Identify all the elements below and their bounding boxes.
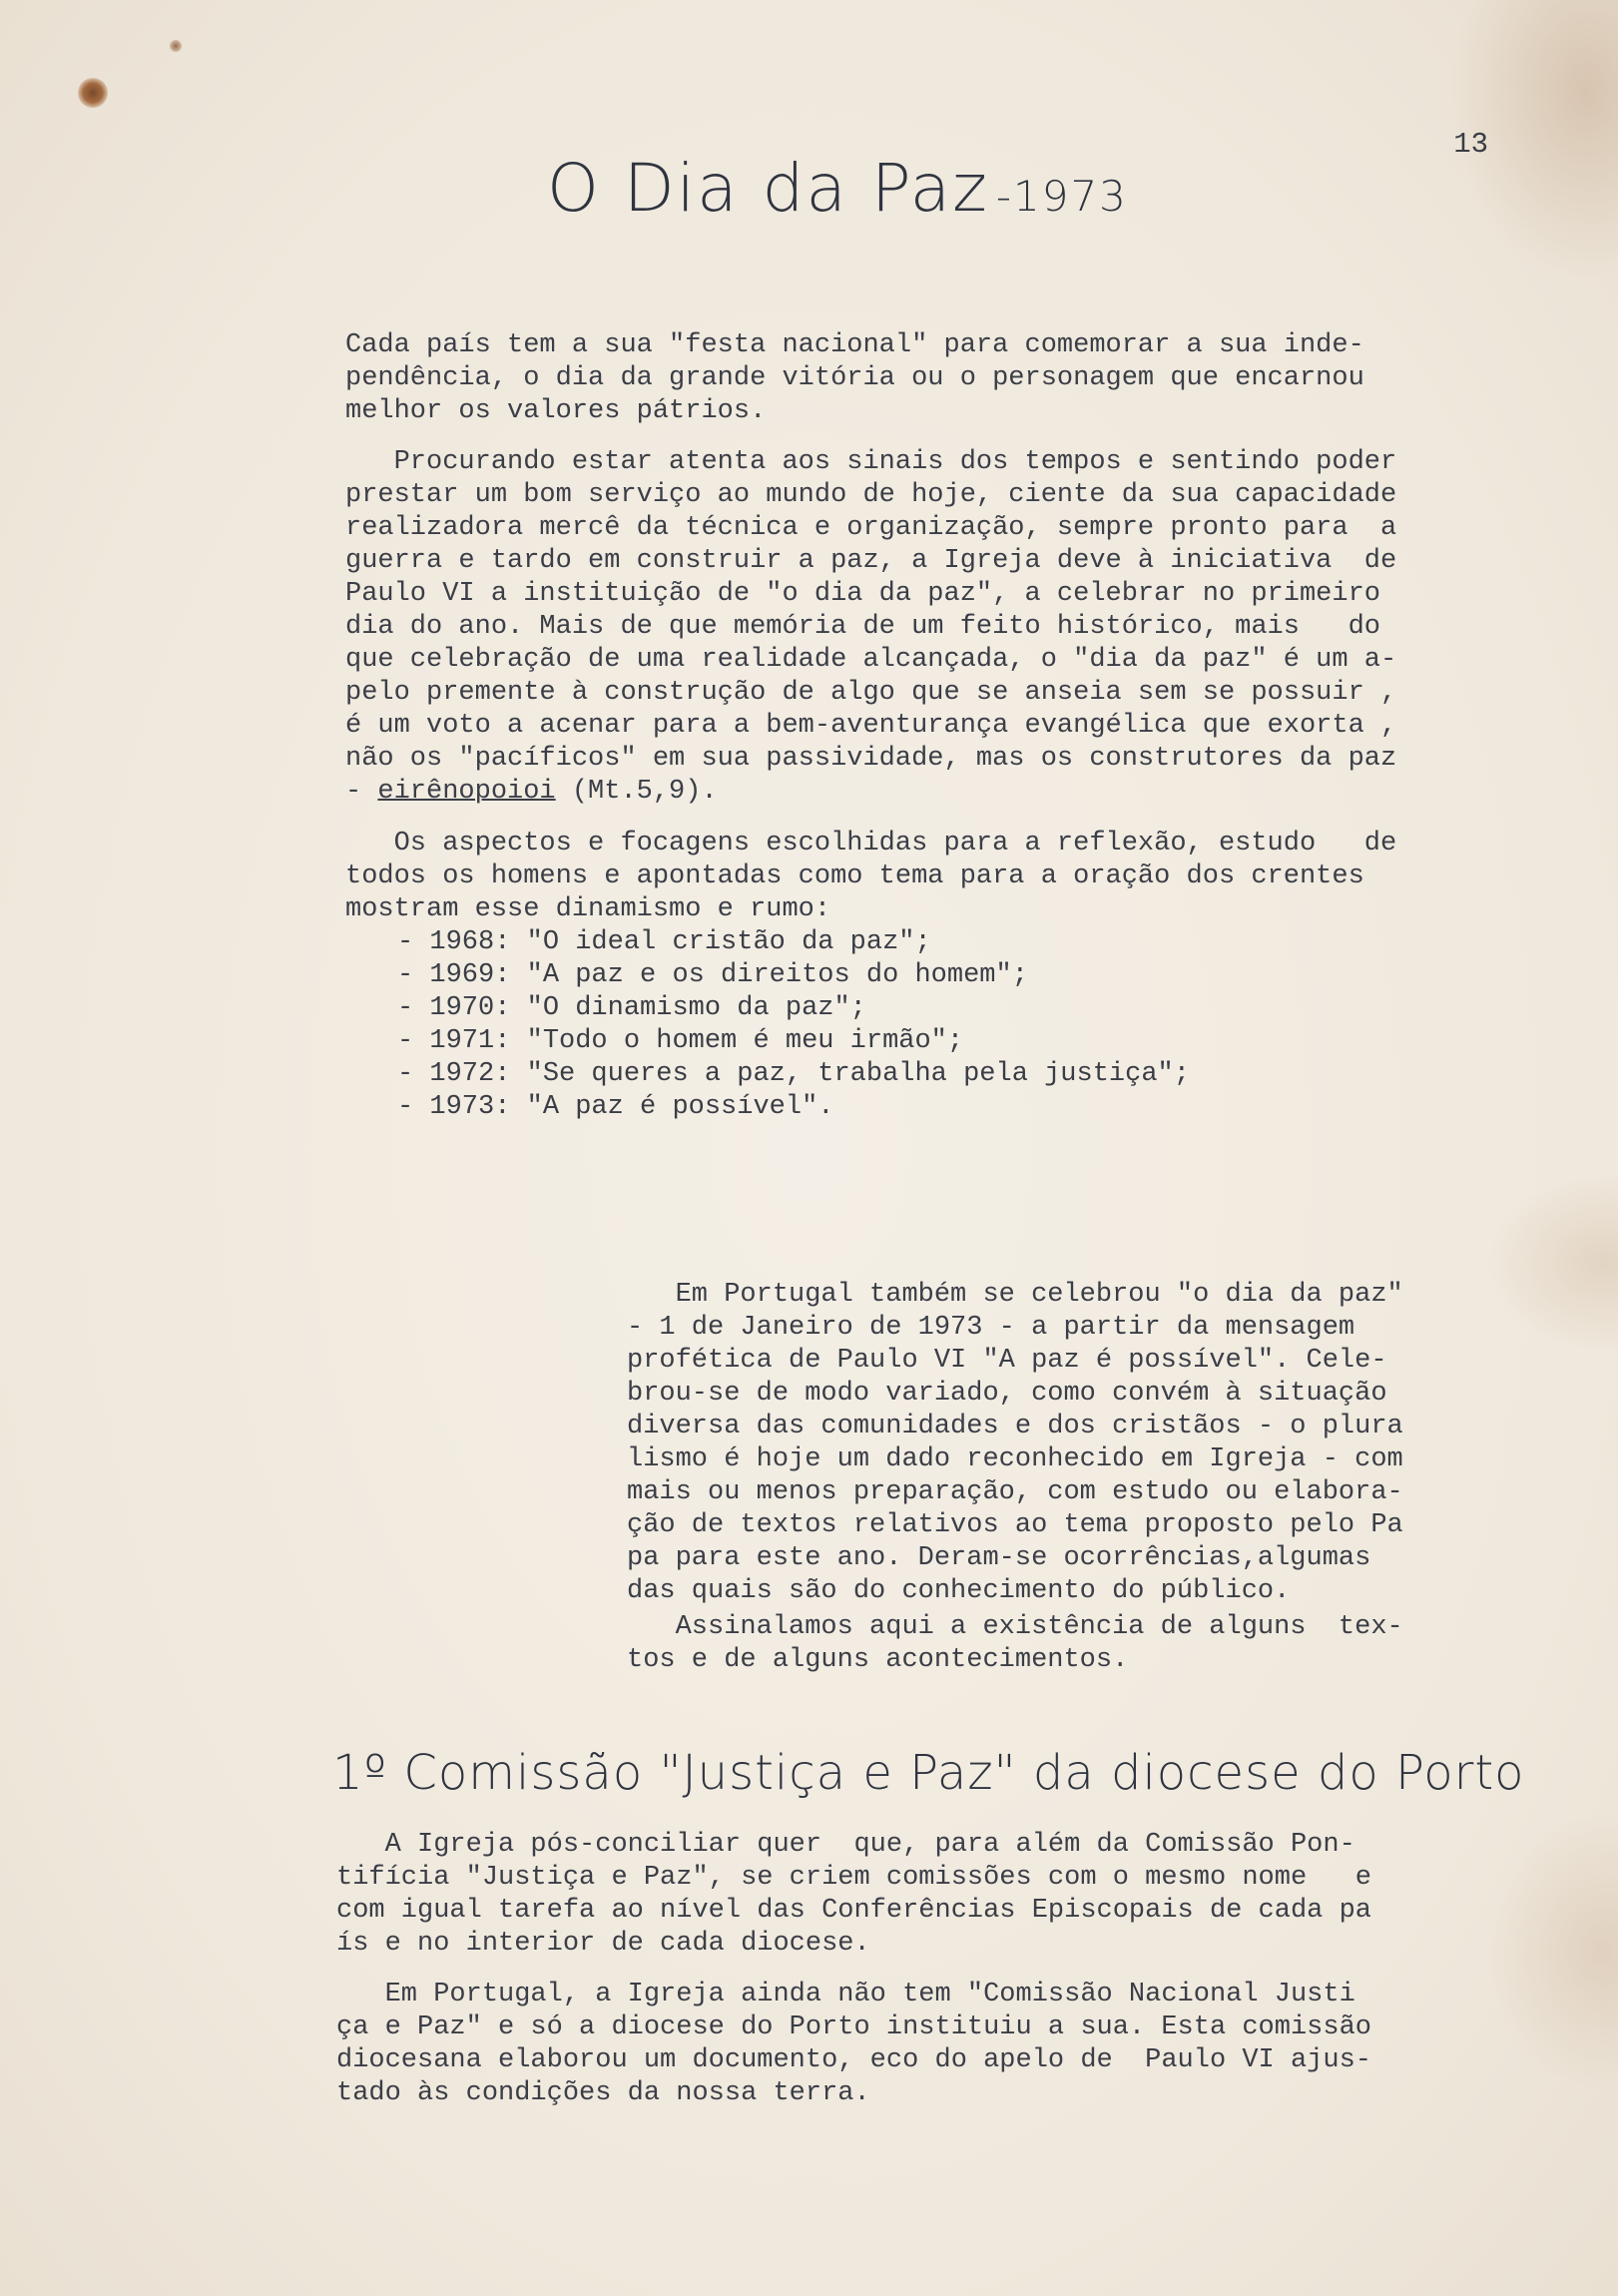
page-title-year: -1973 — [995, 172, 1128, 221]
stain-mark — [78, 78, 108, 108]
paragraph-portugal: Em Portugal também se celebrou "o dia da paz" - 1 de Janeiro de 1973 - a partir da mensagem profética de Paulo VI "A paz é possível". Cele- brou-se de modo variado, como convém à situação diversa das comunidades e dos cristãos - o plura lismo é hoje um dado reconhecido em Igreja - com mais ou menos preparação, com estudo ou elabora- ção de textos relativos ao tema proposto pelo Pa pa para este ano. Deram-se ocorrências,algumas das quais são do conhecimento do público. — [627, 1280, 1403, 1606]
page-number: 13 — [1453, 128, 1488, 161]
list-item: - 1970: "O dinamismo da paz"; — [397, 993, 866, 1023]
paragraph-temas: Os aspectos e focagens escolhidas para a reflexão, estudo de todos os homens e apontadas como tema para a oração dos crentes mostram esse dinamismo e rumo: — [345, 829, 1397, 924]
list-item: - 1969: "A paz e os direitos do homem"; — [397, 960, 1028, 990]
paragraph-sinais-dash: - — [345, 777, 378, 807]
section-paragraph-1: A Igreja pós-conciliar quer que, para além da Comissão Pon- tifícia "Justiça e Paz", se criem comissões com o mesmo nome e com igual tarefa ao nível das Conferências Episcopais de cada pa ís e no interior de cada diocese. — [336, 1830, 1371, 1959]
paragraph-assinalamos: Assinalamos aqui a existência de alguns tex- tos e de alguns acontecimentos. — [627, 1612, 1403, 1675]
themes-list — [397, 926, 1190, 1124]
paragraph-sinais — [345, 446, 1396, 809]
list-item: - 1968: "O ideal cristão da paz"; — [397, 927, 931, 957]
list-item: - 1973: "A paz é possível". — [397, 1092, 834, 1122]
paragraph-sinais-body: Procurando estar atenta aos sinais dos tempos e sentindo poder prestar um bom serviço ao mundo de hoje, ciente da sua capacidade realizadora mercê da técnica e organização, sempre pronto para a guerra e tardo em construir a paz, a Igreja deve à iniciativa de Paulo VI a instituição de "o dia da paz", a celebrar no primeiro dia do ano. Mais de que memória de um feito histórico, mais do que celebração de uma realidade alcançada, o "dia da paz" é um a- pelo premente à construção de algo que se anseia sem se possuir , é um voto a acenar para a bem-aventurança evangélica que exorta , não os "pacíficos" em sua passividade, mas os construtores da paz — [345, 447, 1397, 774]
page-title — [547, 150, 1128, 227]
section-heading: 1º Comissão "Justiça e Paz" da diocese do Porto — [332, 1745, 1525, 1801]
intro-paragraph: Cada país tem a sua "festa nacional" para comemorar a sua inde- pendência, o dia da grande vitória ou o personagem que encarnou melhor os valores pátrios. — [345, 330, 1364, 426]
stain-mark — [170, 40, 182, 52]
list-item: - 1972: "Se queres a paz, trabalha pela justiça"; — [397, 1059, 1190, 1089]
page-title-main: O Dia da Paz — [547, 150, 989, 227]
greek-term: eirênopoioi — [377, 777, 556, 807]
bible-reference: (Mt.5,9). — [555, 777, 718, 807]
section-paragraph-2: Em Portugal, a Igreja ainda não tem "Comissão Nacional Justi ça e Paz" e só a diocese do Porto instituiu a sua. Esta comissão diocesana elaborou um documento, eco do apelo de Paulo VI ajus- tado às condições da nossa terra. — [336, 1980, 1371, 2108]
list-item: - 1971: "Todo o homem é meu irmão"; — [397, 1026, 964, 1056]
